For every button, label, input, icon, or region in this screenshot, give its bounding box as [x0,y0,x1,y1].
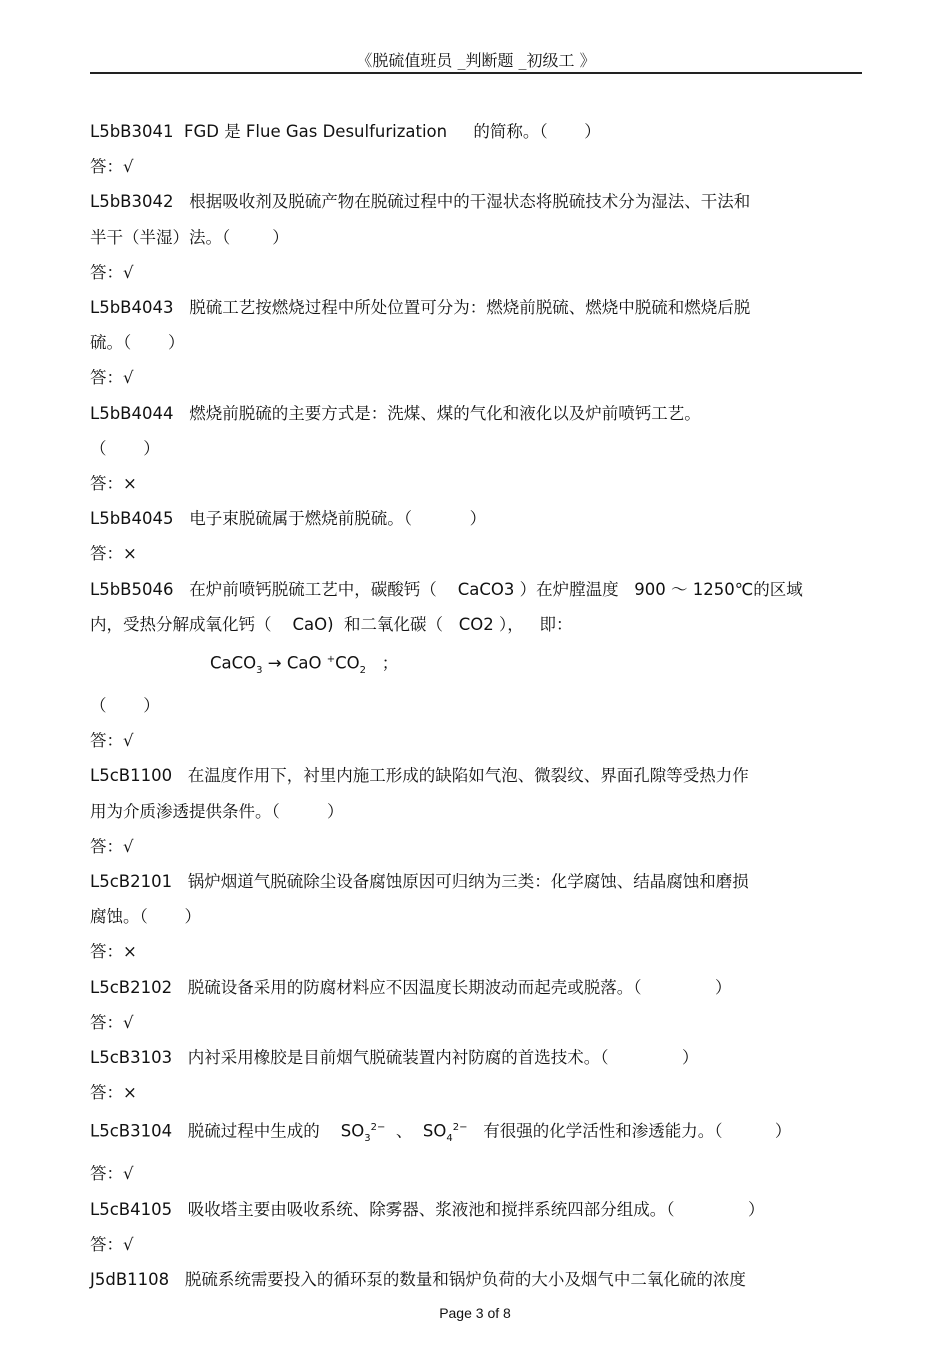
question-text: 腐蚀。（ ） [90,907,201,927]
answer-text: 答：√ [90,731,134,751]
answer-text: 答：× [90,544,137,564]
question-text: L5bB4044 燃烧前脱硫的主要方式是：洗煤、煤的气化和液化以及炉前喷钙工艺。 [90,403,701,423]
page-number: Page 3 of 8 [439,1305,511,1321]
question-text: L5bB5046 在炉前喷钙脱硫工艺中，碳酸钙（ CaCO3 ）在炉膛温度 900 ～ 1250℃的区域 [90,579,803,599]
chemical-equation: CaCO$_3$ → CaO $^+CO_2$ ； [210,653,399,676]
question-text: L5bB3042 根据吸收剂及脱硫产物在脱硫过程中的干湿状态将脱硫技术分为湿法、干法和 [90,192,751,212]
answer-text: 答：√ [90,262,134,282]
question-text: L5cB1100 在温度作用下，衬里内施工形成的缺陷如气泡、微裂纹、界面孔隙等受热力作 [90,766,749,786]
question-text: L5bB3041 FGD 是 Flue Gas Desulfurization 的简称。（ ） [90,122,601,141]
answer-text: 答：√ [90,368,134,388]
question-text: J5dB1108 脱硫系统需要投入的循环泵的数量和锅炉负荷的大小及烟气中二氧化硫的浓度 [90,1270,746,1290]
answer-text: 答：× [90,474,137,494]
answer-text: 答：√ [90,157,134,177]
question-text: 硫。（ ） [90,333,185,353]
question-text: 半干（半湿）法。（ ） [90,227,289,247]
answer-text: 答：√ [90,836,134,856]
question-list [90,114,850,1297]
question-text: L5bB4043 脱硫工艺按燃烧过程中所处位置可分为：燃烧前脱硫、燃烧中脱硫和燃烧后脱 [90,298,751,318]
answer-text: 答：× [90,1083,137,1103]
question-text: L5cB3103 内衬采用橡胶是目前烟气脱硫装置内衬防腐的首选技术。（ ） [90,1048,699,1068]
question-text: 内，受热分解成氧化钙（ CaO) 和二氧化碳（ CO2 ）， 即： [90,614,573,634]
answer-text: 答：√ [90,1234,134,1254]
question-text: L5cB2101 锅炉烟道气脱硫除尘设备腐蚀原因可归纳为三类：化学腐蚀、结晶腐蚀和磨损 [90,872,749,892]
header-rule [90,72,862,74]
question-text: L5bB4045 电子束脱硫属于燃烧前脱硫。（ ） [90,509,487,529]
question-text: L5cB4105 吸收塔主要由吸收系统、除雾器、浆液池和搅拌系统四部分组成。（ ） [90,1199,765,1219]
question-text-l5cb3104: L5cB3104 脱硫过程中生成的 $SO_3^{2-}$ 、 $SO_4^{2-}$ 有很强的化学活性和渗透能力。（ ） [90,1121,792,1145]
answer-text: 答：× [90,942,137,962]
document-header: 《脱硫值班员 _判断题 _初级工 》 [356,51,596,70]
question-text: L5cB2102 脱硫设备采用的防腐材料应不因温度长期波动而起壳或脱落。（ ） [90,977,732,997]
answer-text: 答：√ [90,1164,134,1184]
question-text: （ ） [90,438,160,458]
question-text: 用为介质渗透提供条件。（ ） [90,801,344,821]
question-text: （ ） [90,696,160,716]
answer-text: 答：√ [90,1012,134,1032]
